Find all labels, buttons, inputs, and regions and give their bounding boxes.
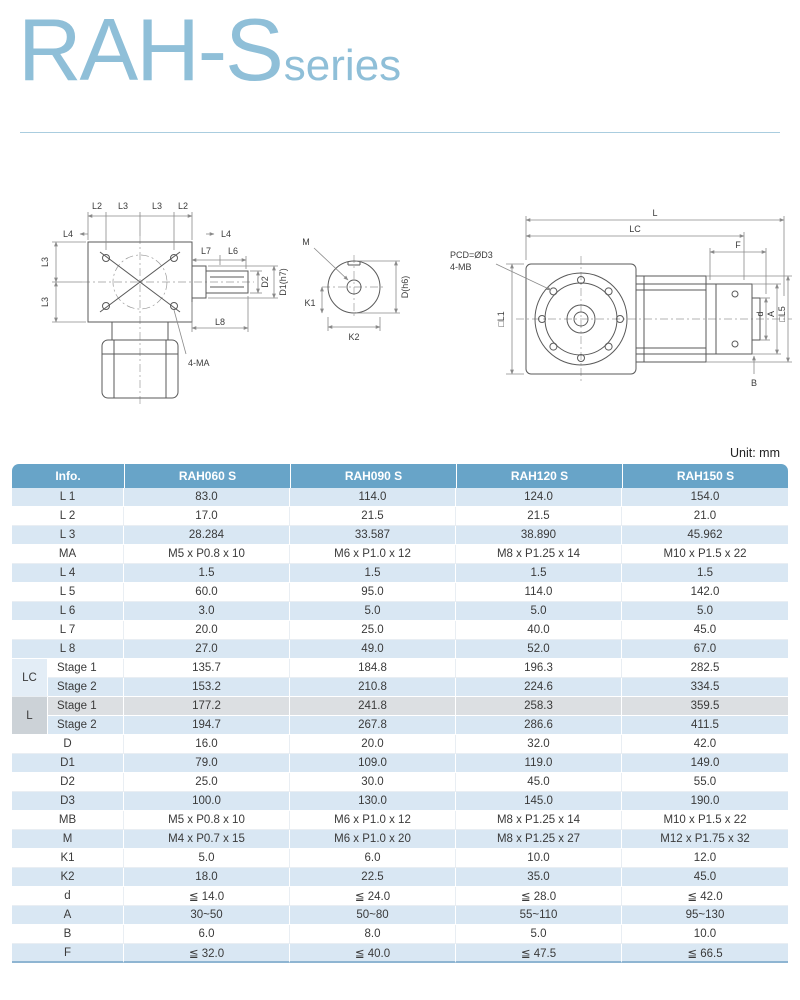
- cell: 83.0: [124, 488, 290, 507]
- table-row: [12, 507, 788, 526]
- table-header-row: [12, 464, 788, 488]
- spec-table: [12, 464, 788, 963]
- cell: 3.0: [124, 602, 290, 621]
- callout-label-4ma: 4-MA: [188, 358, 210, 368]
- cell: 38.890: [456, 526, 622, 545]
- dimension-lines: [314, 248, 400, 331]
- cell: 50~80: [290, 906, 456, 925]
- dim-label-l7: L7: [200, 246, 212, 256]
- table-row: [12, 868, 788, 887]
- row-label: L 8: [12, 640, 124, 659]
- row-label: L 6: [12, 602, 124, 621]
- dim-label-l5: □L5: [777, 306, 787, 322]
- dim-label-k2: K2: [348, 332, 360, 342]
- cell: 18.0: [124, 868, 290, 887]
- row-label: D1: [12, 754, 124, 773]
- dim-label-l6: L6: [227, 246, 239, 256]
- dim-label-d2: D2: [260, 276, 270, 288]
- row-label: L 2: [12, 507, 124, 526]
- header-rah060s: RAH060 S: [124, 464, 290, 488]
- table-row: [12, 488, 788, 507]
- table-row: [12, 830, 788, 849]
- stage-label: Stage 2: [48, 716, 124, 735]
- cell: ≦ 14.0: [124, 887, 290, 906]
- dim-label-b: B: [750, 378, 758, 388]
- drawing-front-view: [448, 206, 796, 411]
- cell: 25.0: [124, 773, 290, 792]
- cell: 95.0: [290, 583, 456, 602]
- dim-label-d-h6: D(h6): [400, 275, 410, 299]
- table-row: [12, 526, 788, 545]
- cell: 49.0: [290, 640, 456, 659]
- drawing-shaft-view: [292, 232, 427, 344]
- cell: 30~50: [124, 906, 290, 925]
- cell: 1.5: [622, 564, 788, 583]
- cell: 55~110: [456, 906, 622, 925]
- cell: ≦ 28.0: [456, 887, 622, 906]
- cell: 145.0: [456, 792, 622, 811]
- table-row: [12, 754, 788, 773]
- cell: 28.284: [124, 526, 290, 545]
- cell: M6 x P1.0 x 12: [290, 545, 456, 564]
- cell: 95~130: [622, 906, 788, 925]
- header-rah120s: RAH120 S: [456, 464, 622, 488]
- stage-label: Stage 1: [48, 697, 124, 716]
- cell: ≦ 47.5: [456, 944, 622, 963]
- dim-label-l4-left: L4: [62, 229, 74, 239]
- dim-label-d1: D1(h7): [278, 268, 288, 296]
- cell: 27.0: [124, 640, 290, 659]
- row-label: L 4: [12, 564, 124, 583]
- cell: 177.2: [124, 697, 290, 716]
- cell: ≦ 24.0: [290, 887, 456, 906]
- cell: 109.0: [290, 754, 456, 773]
- row-label: D2: [12, 773, 124, 792]
- dimension-labels: [40, 201, 288, 368]
- cell: 30.0: [290, 773, 456, 792]
- table-row: [12, 659, 788, 678]
- stage-label: Stage 1: [48, 659, 124, 678]
- cell: 21.0: [622, 507, 788, 526]
- table-row: [12, 545, 788, 564]
- unit-label: Unit: mm: [730, 446, 780, 460]
- callout-label-4mb: 4-MB: [450, 262, 472, 272]
- cell: 67.0: [622, 640, 788, 659]
- cell: 79.0: [124, 754, 290, 773]
- cell: 20.0: [290, 735, 456, 754]
- cell: 10.0: [456, 849, 622, 868]
- cell: M10 x P1.5 x 22: [622, 545, 788, 564]
- table-row: [12, 925, 788, 944]
- dim-label-l: L: [652, 208, 658, 218]
- cell: ≦ 40.0: [290, 944, 456, 963]
- cell: 45.0: [456, 773, 622, 792]
- drawing-side-view: [40, 190, 295, 418]
- cell: 60.0: [124, 583, 290, 602]
- header-rah090s: RAH090 S: [290, 464, 456, 488]
- dim-label-l3-a: L3: [117, 201, 129, 211]
- row-label: L 1: [12, 488, 124, 507]
- cell: M10 x P1.5 x 22: [622, 811, 788, 830]
- group-label-l: L: [12, 697, 48, 735]
- cell: 114.0: [290, 488, 456, 507]
- dimension-lines: [52, 212, 278, 354]
- cell: ≦ 66.5: [622, 944, 788, 963]
- cell: M5 x P0.8 x 10: [124, 811, 290, 830]
- cell: 6.0: [124, 925, 290, 944]
- row-label: L 7: [12, 621, 124, 640]
- row-label: D3: [12, 792, 124, 811]
- cell: 210.8: [290, 678, 456, 697]
- cell: 22.5: [290, 868, 456, 887]
- dimension-labels: [450, 208, 787, 388]
- row-label: MA: [12, 545, 124, 564]
- cell: 100.0: [124, 792, 290, 811]
- callout-label-pcd: PCD=ØD3: [450, 250, 493, 260]
- cell: 32.0: [456, 735, 622, 754]
- cell: 21.5: [290, 507, 456, 526]
- row-label: K1: [12, 849, 124, 868]
- cell: 5.0: [290, 602, 456, 621]
- cell: 6.0: [290, 849, 456, 868]
- cell: 241.8: [290, 697, 456, 716]
- table-row: [12, 621, 788, 640]
- cell: M5 x P0.8 x 10: [124, 545, 290, 564]
- cell: 45.0: [622, 868, 788, 887]
- row-label: K2: [12, 868, 124, 887]
- row-label: B: [12, 925, 124, 944]
- row-label: M: [12, 830, 124, 849]
- dim-label-l2-b: L2: [177, 201, 189, 211]
- row-label: MB: [12, 811, 124, 830]
- dim-label-lc: LC: [629, 224, 641, 234]
- cell: M6 x P1.0 x 12: [290, 811, 456, 830]
- row-label: L 3: [12, 526, 124, 545]
- cell: M8 x P1.25 x 14: [456, 545, 622, 564]
- cell: 52.0: [456, 640, 622, 659]
- group-label-lc: LC: [12, 659, 48, 697]
- cell: 16.0: [124, 735, 290, 754]
- cell: 45.0: [622, 621, 788, 640]
- dim-label-l2-a: L2: [91, 201, 103, 211]
- cell: M6 x P1.0 x 20: [290, 830, 456, 849]
- cell: 359.5: [622, 697, 788, 716]
- cell: 33.587: [290, 526, 456, 545]
- cell: 25.0: [290, 621, 456, 640]
- cell: 190.0: [622, 792, 788, 811]
- cell: 42.0: [622, 735, 788, 754]
- dim-label-k1: K1: [304, 298, 316, 308]
- cell: 130.0: [290, 792, 456, 811]
- header-info: Info.: [12, 464, 124, 488]
- cell: 119.0: [456, 754, 622, 773]
- cell: M12 x P1.75 x 32: [622, 830, 788, 849]
- cell: 154.0: [622, 488, 788, 507]
- dim-label-l1: □L1: [496, 311, 506, 327]
- cell: 135.7: [124, 659, 290, 678]
- dimension-labels: [302, 237, 410, 342]
- cell: 282.5: [622, 659, 788, 678]
- row-label: D: [12, 735, 124, 754]
- cell: ≦ 32.0: [124, 944, 290, 963]
- dim-label-f: F: [735, 240, 741, 250]
- cell: 17.0: [124, 507, 290, 526]
- row-label: L 5: [12, 583, 124, 602]
- cell: 1.5: [124, 564, 290, 583]
- cell: 1.5: [290, 564, 456, 583]
- cell: 8.0: [290, 925, 456, 944]
- table-row: [12, 602, 788, 621]
- centerlines: [516, 256, 792, 384]
- table-row: [12, 583, 788, 602]
- table-row: [12, 906, 788, 925]
- cell: 153.2: [124, 678, 290, 697]
- dim-label-l3-left-a: L3: [40, 256, 50, 268]
- cell: 12.0: [622, 849, 788, 868]
- table-row: [12, 887, 788, 906]
- dim-label-l4-right: L4: [220, 229, 232, 239]
- cell: 5.0: [456, 925, 622, 944]
- dim-label-m: M: [302, 237, 310, 247]
- cell: 20.0: [124, 621, 290, 640]
- cell: 114.0: [456, 583, 622, 602]
- dim-label-l8: L8: [214, 317, 226, 327]
- cell: 224.6: [456, 678, 622, 697]
- cell: 196.3: [456, 659, 622, 678]
- cell: 258.3: [456, 697, 622, 716]
- dim-label-l3-b: L3: [151, 201, 163, 211]
- row-label: F: [12, 944, 124, 963]
- page-header: [18, 0, 401, 116]
- cell: ≦ 42.0: [622, 887, 788, 906]
- table-row: [12, 735, 788, 754]
- cell: 40.0: [456, 621, 622, 640]
- header-divider: [20, 132, 780, 133]
- cell: 45.962: [622, 526, 788, 545]
- cell: 286.6: [456, 716, 622, 735]
- table-row: [12, 640, 788, 659]
- dim-label-a: A: [766, 310, 776, 318]
- cell: 142.0: [622, 583, 788, 602]
- cell: 411.5: [622, 716, 788, 735]
- cell: 5.0: [456, 602, 622, 621]
- table-row: [12, 678, 788, 697]
- cell: 194.7: [124, 716, 290, 735]
- cell: 21.5: [456, 507, 622, 526]
- table-row: [12, 564, 788, 583]
- table-row: [12, 849, 788, 868]
- cell: M8 x P1.25 x 14: [456, 811, 622, 830]
- series-subtitle: series: [283, 41, 402, 90]
- cell: 5.0: [124, 849, 290, 868]
- cell: 267.8: [290, 716, 456, 735]
- table-row: [12, 811, 788, 830]
- cell: 334.5: [622, 678, 788, 697]
- cell: 184.8: [290, 659, 456, 678]
- table-row: [12, 716, 788, 735]
- cell: 124.0: [456, 488, 622, 507]
- header-rah150s: RAH150 S: [622, 464, 788, 488]
- cell: M8 x P1.25 x 27: [456, 830, 622, 849]
- cell: 55.0: [622, 773, 788, 792]
- row-label: d: [12, 887, 124, 906]
- table-row: [12, 773, 788, 792]
- row-label: A: [12, 906, 124, 925]
- cell: 149.0: [622, 754, 788, 773]
- cell: 35.0: [456, 868, 622, 887]
- cell: 5.0: [622, 602, 788, 621]
- stage-label: Stage 2: [48, 678, 124, 697]
- cell: 1.5: [456, 564, 622, 583]
- cell: 10.0: [622, 925, 788, 944]
- dim-label-l3-left-b: L3: [40, 296, 50, 308]
- cell: M4 x P0.7 x 15: [124, 830, 290, 849]
- table-row: [12, 697, 788, 716]
- table-row: [12, 792, 788, 811]
- series-title: RAH-S: [18, 0, 282, 99]
- dim-label-d-bore: d: [755, 311, 765, 317]
- table-row: [12, 944, 788, 963]
